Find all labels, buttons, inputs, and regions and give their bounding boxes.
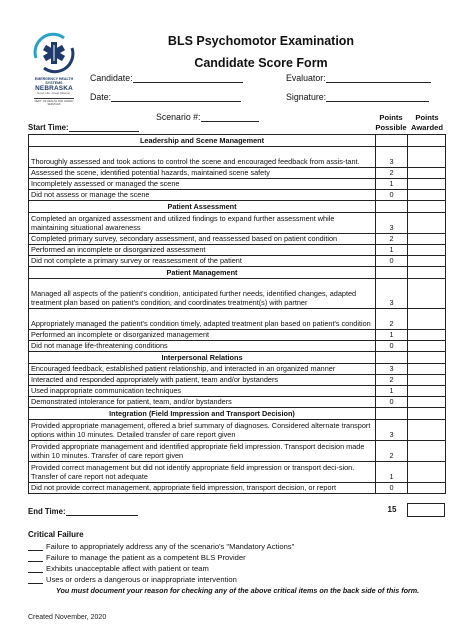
criteria-row: [29, 397, 446, 408]
points-awarded-cell[interactable]: [408, 168, 446, 179]
criteria-text: Provided appropriate management, offered a brief summary of diagnoses. Considered alternate transport options within 10 minutes. Detailed transfer of care report given: [29, 420, 376, 441]
criteria-row: [29, 168, 446, 179]
criteria-text: Thoroughly assessed and took actions to control the scene and encouraged feedback from assis-tant.: [29, 147, 376, 168]
critical-failure-text: Uses or orders a dangerous or inappropriate intervention: [46, 575, 237, 584]
evaluator-line[interactable]: [326, 74, 431, 83]
criteria-text: Did not provide correct management, appropriate field impression, transport decision, or report: [29, 483, 376, 494]
criteria-row: [29, 245, 446, 256]
section-blank-cell: [408, 352, 446, 364]
candidate-line[interactable]: [133, 74, 243, 83]
criteria-text: Completed an organized assessment and utilized findings to expand further assessment while maintaining situational awareness: [29, 213, 376, 234]
footer-created-date: Created November, 2020: [28, 614, 107, 621]
points-awarded-cell[interactable]: [408, 397, 446, 408]
date-label: Date:: [90, 92, 112, 102]
criteria-text: Assessed the scene, identified potential hazards, maintained scene safety: [29, 168, 376, 179]
section-title: Leadership and Scene Management: [29, 135, 376, 147]
start-time-label: Start Time:: [28, 123, 69, 132]
score-table: [28, 134, 446, 494]
criteria-text: Provided correct management but did not identify appropriate field impression or transport deci-sion. Transfer of care report not adequate: [29, 462, 376, 483]
points-awarded-cell[interactable]: [408, 462, 446, 483]
total-points-possible: 15: [387, 505, 397, 514]
points-possible-cell: 1: [376, 386, 408, 397]
points-possible-line2: Possible: [375, 122, 407, 132]
critical-failure-text: Failure to manage the patient as a competent BLS Provider: [46, 553, 246, 562]
criteria-row: [29, 483, 446, 494]
points-possible-cell: 1: [376, 330, 408, 341]
points-possible-cell: 3: [376, 213, 408, 234]
logo-tagline: Good Life. Great Mission.: [36, 91, 71, 95]
start-time-line[interactable]: [69, 124, 139, 132]
points-possible-cell: 3: [376, 364, 408, 375]
signature-label: Signature:: [286, 92, 327, 102]
section-title: Patient Assessment: [29, 201, 376, 213]
points-awarded-cell[interactable]: [408, 279, 446, 309]
section-blank-cell: [376, 352, 408, 364]
points-awarded-cell[interactable]: [408, 341, 446, 352]
logo-subtext: DEPT. OF HEALTH AND HUMAN SERVICES: [34, 99, 74, 106]
points-possible-cell: 2: [376, 441, 408, 462]
points-awarded-cell[interactable]: [408, 441, 446, 462]
criteria-row: [29, 234, 446, 245]
section-blank-cell: [376, 267, 408, 279]
section-header-row: [29, 201, 446, 213]
points-possible-cell: 0: [376, 341, 408, 352]
logo-state-text: NEBRASKA: [35, 85, 73, 92]
criteria-row: [29, 420, 446, 441]
critical-failure-title: Critical Failure: [28, 530, 84, 539]
critical-failure-checkbox[interactable]: [28, 555, 43, 562]
start-time-field[interactable]: [28, 123, 139, 132]
points-possible-cell: 1: [376, 462, 408, 483]
critical-failure-item[interactable]: [28, 553, 246, 562]
criteria-text: Performed an incomplete or disorganized management: [29, 330, 376, 341]
critical-failure-item[interactable]: [28, 542, 294, 551]
critical-failure-note: You must document your reason for checking any of the above critical items on the back side of this form.: [56, 586, 420, 595]
points-possible-cell: 0: [376, 397, 408, 408]
points-possible-cell: 3: [376, 279, 408, 309]
points-awarded-cell[interactable]: [408, 386, 446, 397]
points-awarded-cell[interactable]: [408, 420, 446, 441]
criteria-text: Performed an incomplete or disorganized assessment: [29, 245, 376, 256]
points-awarded-cell[interactable]: [408, 364, 446, 375]
criteria-row: [29, 147, 446, 168]
points-possible-line1: Points: [379, 113, 403, 122]
section-blank-cell: [408, 267, 446, 279]
section-blank-cell: [408, 135, 446, 147]
criteria-text: Used inappropriate communication techniques: [29, 386, 376, 397]
points-awarded-cell[interactable]: [408, 190, 446, 201]
points-awarded-cell[interactable]: [408, 179, 446, 190]
criteria-row: [29, 364, 446, 375]
criteria-text: Did not assess or manage the scene: [29, 190, 376, 201]
criteria-row: [29, 386, 446, 397]
criteria-text: Encouraged feedback, established patient relationship, and interacted in an organized manner: [29, 364, 376, 375]
scenario-field[interactable]: [156, 112, 259, 122]
section-header-row: [29, 135, 446, 147]
points-possible-cell: 0: [376, 256, 408, 267]
critical-failure-item[interactable]: [28, 575, 237, 584]
critical-failure-text: Failure to appropriately address any of the scenario's "Mandatory Actions": [46, 542, 295, 551]
section-header-row: [29, 267, 446, 279]
form-title: BLS Psychomotor Examination: [167, 34, 355, 48]
section-header-row: [29, 352, 446, 364]
critical-failure-checkbox[interactable]: [28, 544, 43, 551]
date-line[interactable]: [111, 93, 241, 102]
criteria-row: [29, 309, 446, 330]
points-awarded-cell[interactable]: [408, 309, 446, 330]
section-blank-cell: [376, 201, 408, 213]
section-blank-cell: [376, 408, 408, 420]
criteria-row: [29, 341, 446, 352]
criteria-row: [29, 213, 446, 234]
criteria-text: Completed primary survey, secondary assessment, and reassessed based on patient condition: [29, 234, 376, 245]
section-blank-cell: [408, 201, 446, 213]
criteria-row: [29, 279, 446, 309]
signature-line[interactable]: [326, 93, 429, 102]
section-title: Patient Management: [29, 267, 376, 279]
section-blank-cell: [376, 135, 408, 147]
evaluator-label: Evaluator:: [286, 73, 326, 83]
points-awarded-cell[interactable]: [408, 213, 446, 234]
points-awarded-header: [407, 113, 447, 132]
end-time-line[interactable]: [66, 508, 138, 516]
points-possible-cell: 1: [376, 179, 408, 190]
points-possible-cell: 2: [376, 309, 408, 330]
criteria-text: Managed all aspects of the patient's condition, anticipated further needs, identified changes, adapted treatment plan based on patient's condition, and coordinates treatment(s) with partner: [29, 279, 376, 309]
critical-failure-item[interactable]: [28, 564, 209, 573]
criteria-row: [29, 330, 446, 341]
criteria-text: Interacted and responded appropriately with patient, team and/or bystanders: [29, 375, 376, 386]
points-possible-cell: 3: [376, 420, 408, 441]
points-possible-cell: 2: [376, 375, 408, 386]
end-time-label: End Time:: [28, 507, 66, 516]
section-title: Interpersonal Relations: [29, 352, 376, 364]
section-header-row: [29, 408, 446, 420]
points-awarded-cell[interactable]: [408, 375, 446, 386]
scenario-line[interactable]: [201, 113, 259, 122]
criteria-row: [29, 462, 446, 483]
date-field[interactable]: [90, 92, 241, 102]
form-subtitle: Candidate Score Form: [194, 56, 328, 70]
points-awarded-cell[interactable]: [408, 483, 446, 494]
logo-divider: [34, 98, 74, 99]
candidate-label: Candidate:: [90, 73, 133, 83]
points-possible-cell: 2: [376, 234, 408, 245]
section-title: Integration (Field Impression and Transport Decision): [29, 408, 376, 420]
criteria-row: [29, 441, 446, 462]
points-possible-cell: 0: [376, 190, 408, 201]
points-awarded-cell[interactable]: [408, 147, 446, 168]
criteria-text: Incompletely assessed or managed the scene: [29, 179, 376, 190]
points-awarded-cell[interactable]: [408, 256, 446, 267]
criteria-text: Appropriately managed the patient's condition timely, adapted treatment plan based on patient's condition: [29, 309, 376, 330]
criteria-text: Provided appropriate management and identified appropriate field impression. Transport decision made within 10 minutes. Transfer of care report given: [29, 441, 376, 462]
points-possible-cell: 0: [376, 483, 408, 494]
candidate-field[interactable]: [90, 73, 243, 83]
total-points-awarded-box[interactable]: [407, 503, 445, 517]
points-awarded-cell[interactable]: [408, 245, 446, 256]
signature-field[interactable]: [286, 92, 429, 102]
points-awarded-line1: Points: [415, 113, 439, 122]
end-time-field[interactable]: [28, 507, 138, 516]
criteria-row: [29, 256, 446, 267]
critical-failure-text: Exhibits unacceptable affect with patient or team: [46, 564, 209, 573]
evaluator-field[interactable]: [286, 73, 431, 83]
criteria-text: Demonstrated intolerance for patient, team, and/or bystanders: [29, 397, 376, 408]
logo-org-text: EMERGENCY HEALTH SYSTEMS: [34, 77, 74, 85]
points-possible-cell: 2: [376, 168, 408, 179]
criteria-row: [29, 190, 446, 201]
points-possible-cell: 3: [376, 147, 408, 168]
criteria-row: [29, 179, 446, 190]
critical-failure-checkbox[interactable]: [28, 577, 43, 584]
points-possible-header: [375, 113, 407, 132]
points-awarded-line2: Awarded: [411, 122, 443, 132]
points-awarded-cell[interactable]: [408, 330, 446, 341]
points-awarded-cell[interactable]: [408, 234, 446, 245]
section-blank-cell: [408, 408, 446, 420]
critical-failure-checkbox[interactable]: [28, 566, 43, 573]
points-possible-cell: 1: [376, 245, 408, 256]
criteria-text: Did not complete a primary survey or reassessment of the patient: [29, 256, 376, 267]
criteria-row: [29, 375, 446, 386]
scenario-label: Scenario #:: [156, 112, 201, 122]
criteria-text: Did not manage life-threatening conditions: [29, 341, 376, 352]
